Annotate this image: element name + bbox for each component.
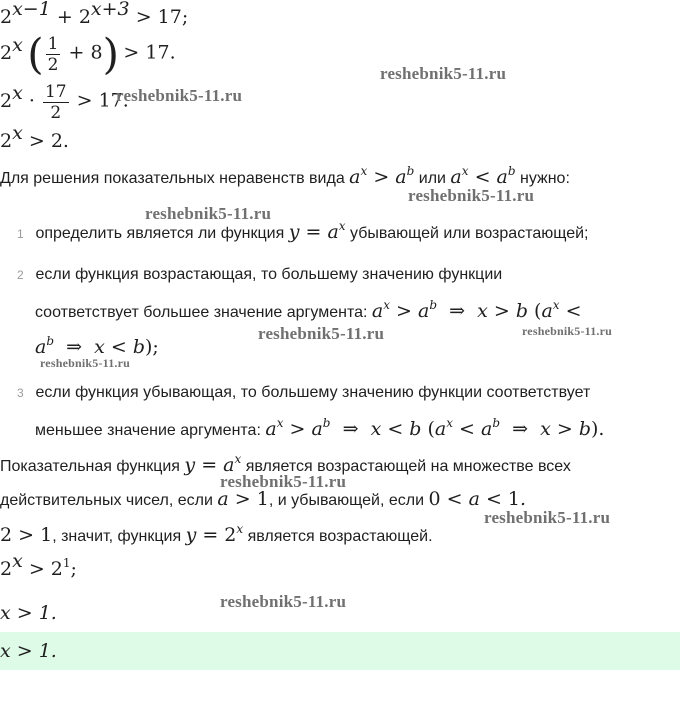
- list-item-2: [17, 266, 502, 284]
- watermark: reshebnik5-11.ru: [40, 356, 130, 370]
- list-item-2-line-2-row: соответствует большее значение аргумента: $a^x > a^b$ ⇒ x > b ($a^x$ <: [35, 298, 582, 322]
- watermark: reshebnik5-11.ru: [145, 204, 272, 223]
- list-item-3-line-1: если функция убывающая, то большему значению функции соответствует: [35, 384, 591, 401]
- watermark: reshebnik5-11.ru: [220, 472, 347, 491]
- eq2-frac-num: 1: [47, 34, 59, 54]
- list-item-2-line-3-row: $a^b$ ⇒ x < b);: [35, 334, 159, 358]
- paragraph-line-1: Показательная функция $y = a^x$ является возрастающей на множестве всех: [0, 452, 571, 476]
- list-item-3-line-2-row: меньшее значение аргумента: $a^x > a^b$ ⇒ x < b ($a^x < a^b$ ⇒ x > b).: [35, 416, 605, 440]
- watermark: reshebnik5-11.ru: [484, 508, 611, 527]
- result-line: x > 1.: [0, 602, 57, 624]
- intro-or: или: [418, 170, 446, 187]
- para-1b: является возрастающей на множестве всех: [245, 458, 571, 475]
- list-item-3-line-2: меньшее значение аргумента:: [35, 422, 261, 439]
- eq2-rhs: 17.: [145, 41, 176, 64]
- eq3-rhs: 17.: [98, 89, 129, 112]
- watermark: reshebnik5-11.ru: [220, 592, 347, 611]
- list-item-2-line-2: соответствует большее значение аргумента:: [35, 304, 368, 321]
- list-item-3: [17, 384, 590, 402]
- eq3-frac-num: 17: [44, 82, 67, 102]
- list-marker-1: 1: [17, 227, 24, 241]
- equation-line-5: $2^x > 2^1$;: [0, 550, 77, 580]
- equation-line-3: $2^x$ · $\frac{17}{2}$ > 17.: [0, 81, 129, 123]
- list-item-2-line-1: если функция возрастающая, то большему значению функции: [35, 266, 503, 283]
- eq2-frac-den: 2: [47, 55, 59, 75]
- list-marker-3: 3: [17, 386, 24, 400]
- equation-line-4: $2^x > 2$.: [0, 122, 69, 152]
- watermark: reshebnik5-11.ru: [380, 64, 507, 83]
- para-3b: является возрастающей.: [247, 528, 433, 545]
- equation-line-2: 2$^x$ ( $\frac{1}{2}$ + 8) > 17.: [0, 29, 176, 79]
- eq4-rhs: 2.: [50, 130, 69, 152]
- eq3-frac-den: 2: [50, 103, 62, 123]
- para-3a: , значит, функция: [52, 528, 182, 545]
- intro-paragraph: Для решения показательных неравенств вида $a^x > a^b$ или $a^x < a^b$ нужно:: [0, 164, 570, 188]
- answer-highlight: [0, 632, 680, 670]
- paragraph-line-2: действительных чисел, если a > 1, и убывающей, если 0 < a < 1.: [0, 488, 527, 510]
- para-1a: Показательная функция: [0, 458, 180, 475]
- intro-text-a: Для решения показательных неравенств вида: [0, 170, 345, 187]
- watermark: reshebnik5-11.ru: [116, 86, 243, 105]
- watermark: reshebnik5-11.ru: [258, 324, 385, 343]
- eq1-rhs: 17;: [157, 6, 189, 28]
- para-2a: действительных чисел, если: [0, 492, 213, 509]
- para-2b: , и убывающей, если: [268, 492, 425, 509]
- answer-line: x > 1.: [0, 640, 57, 662]
- list-item-1: 1 определить является ли функция $y = a^x$ убывающей или возрастающей;: [17, 219, 589, 243]
- watermark: reshebnik5-11.ru: [522, 324, 612, 338]
- intro-text-b: нужно:: [520, 170, 570, 187]
- list-item-1-text-a: определить является ли функция: [35, 225, 285, 242]
- equation-line-1: $2^{x-1} + 2^{x+3} > 17$;: [0, 0, 189, 28]
- watermark: reshebnik5-11.ru: [408, 186, 535, 205]
- paragraph-line-3: 2 > 1, значит, функция $y = 2^x$ является возрастающей.: [0, 522, 433, 546]
- list-item-1-text-b: убывающей или возрастающей;: [350, 225, 589, 242]
- list-marker-2: 2: [17, 268, 24, 282]
